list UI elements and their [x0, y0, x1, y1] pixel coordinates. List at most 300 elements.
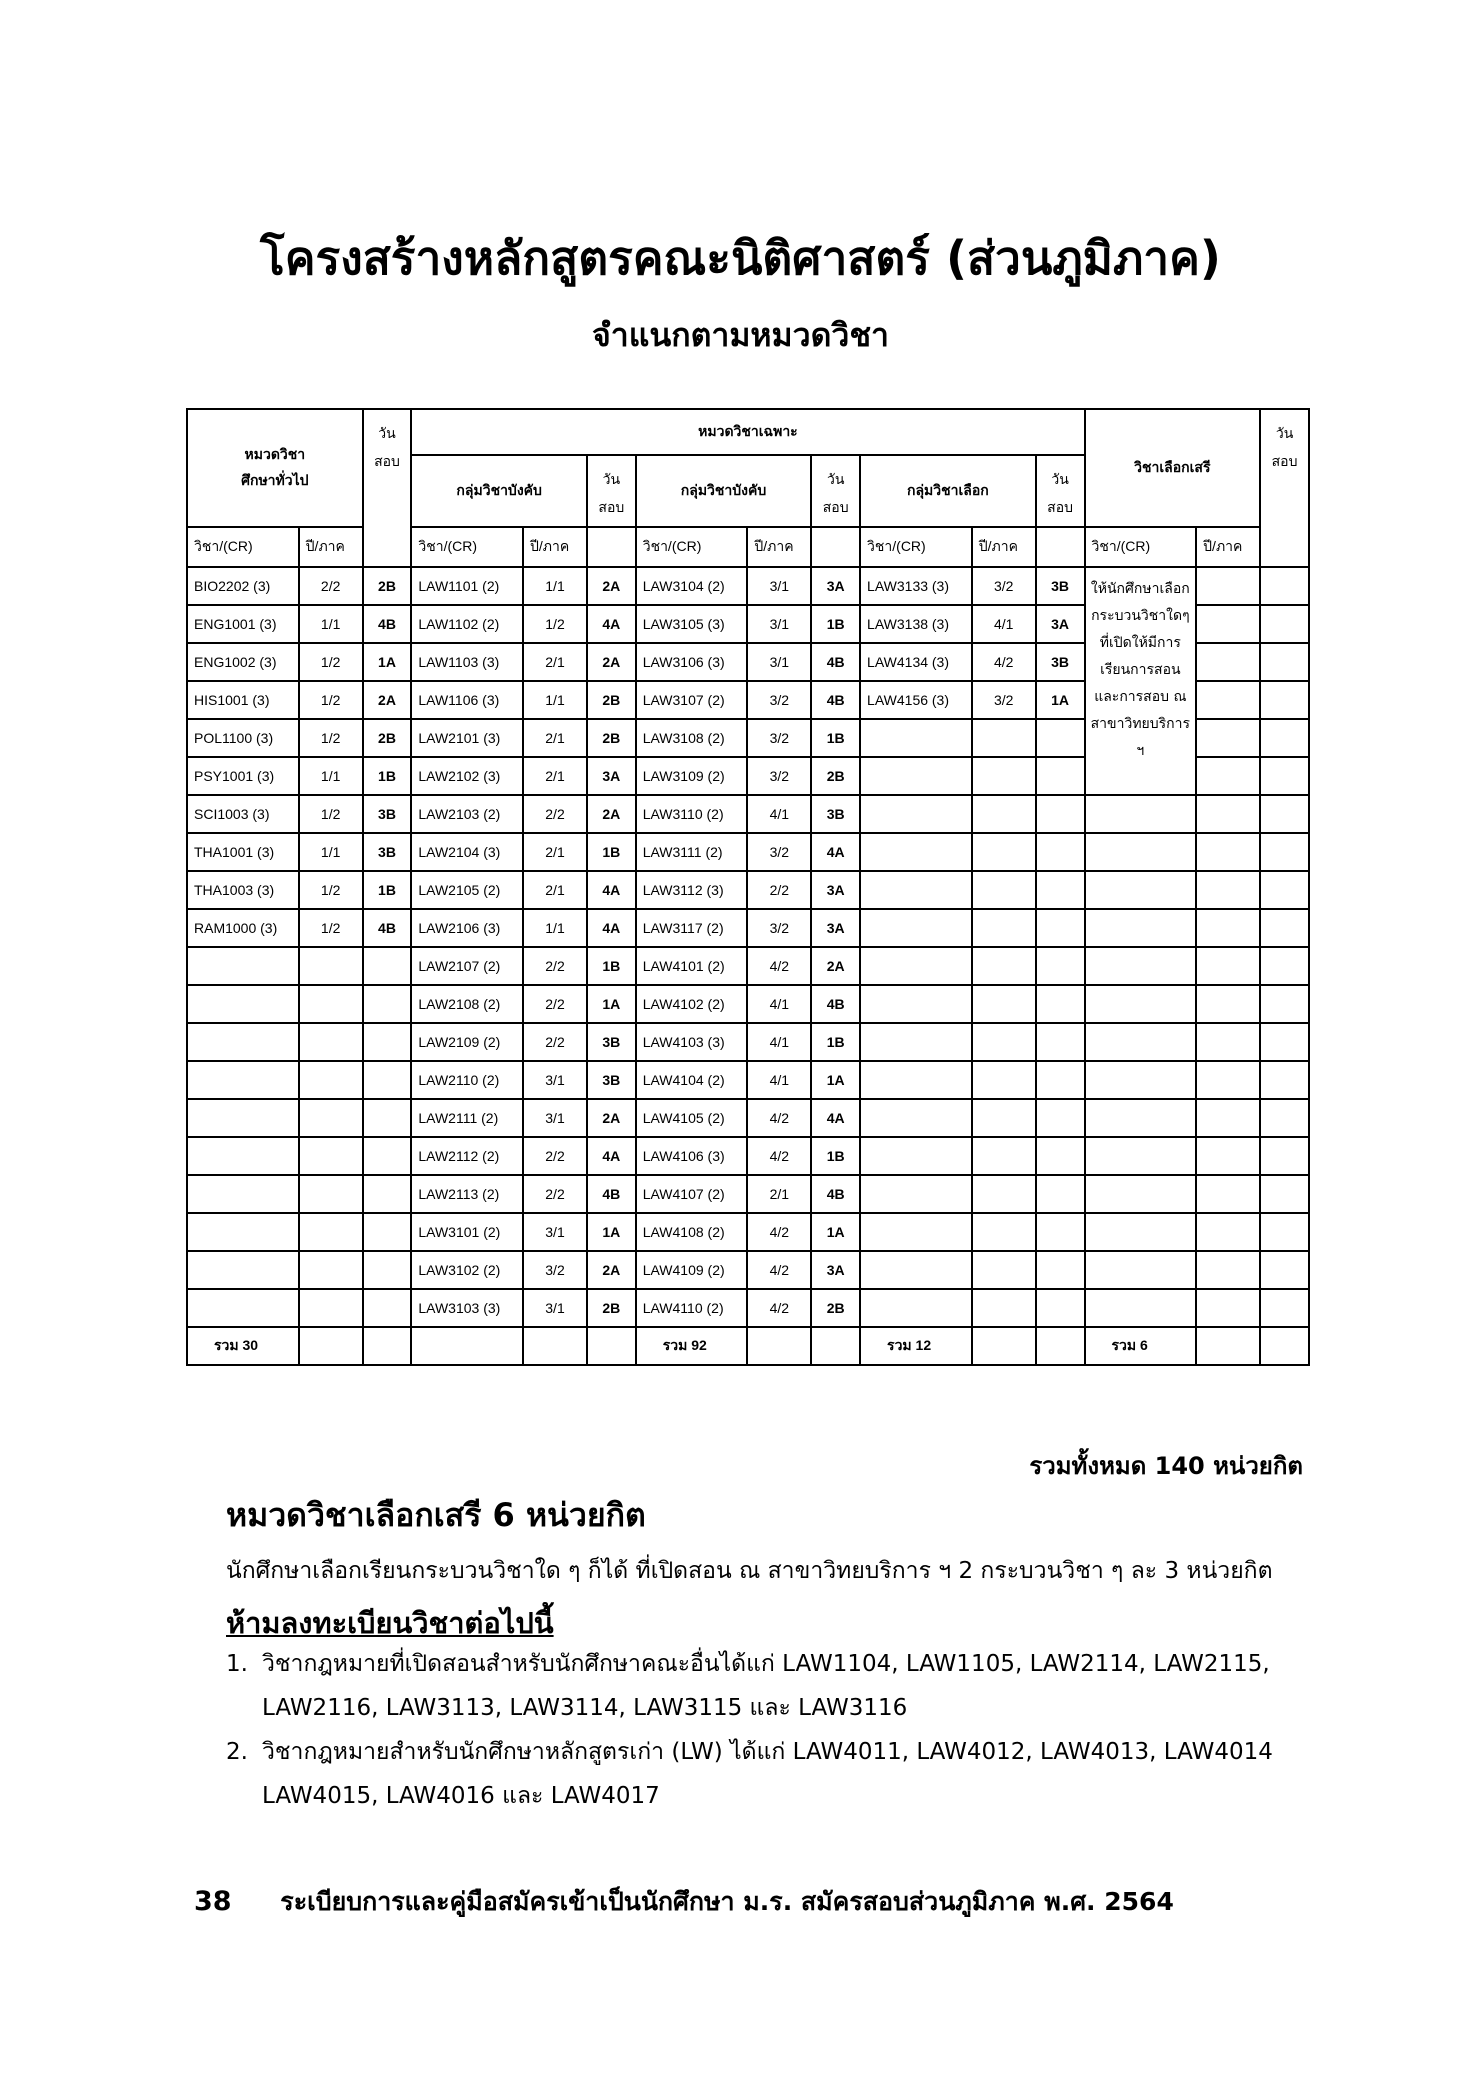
cell-year-term: 2/2 [523, 985, 587, 1023]
cell-exam-day: 2B [811, 757, 860, 795]
cell-free-exam-day [1260, 1137, 1309, 1175]
cell-course: LAW2113 (2) [411, 1175, 523, 1213]
cell-course [860, 833, 972, 871]
cell-course: LAW2105 (2) [411, 871, 523, 909]
table-row [187, 833, 1309, 871]
cell-free-elective [1085, 1213, 1197, 1251]
cell-course: LAW3104 (2) [636, 567, 748, 605]
forbidden-item [226, 1730, 1276, 1818]
cell-free-year-term [1196, 1099, 1260, 1137]
cell-year-term [299, 1023, 363, 1061]
cell-year-term [299, 1175, 363, 1213]
cell-course: LAW2107 (2) [411, 947, 523, 985]
col-year-term: ปี/ภาค [1196, 527, 1260, 567]
cell-year-term: 4/1 [747, 795, 811, 833]
table-row [187, 947, 1309, 985]
page-subtitle: จำแนกตามหมวดวิชา [591, 316, 890, 354]
cell-exam-day: 4A [811, 1099, 860, 1137]
header-required-group-2: กลุ่มวิชาบังคับ [636, 455, 812, 527]
cell-year-term [299, 1099, 363, 1137]
cell-year-term [972, 833, 1036, 871]
col-course-cr: วิชา/(CR) [187, 527, 299, 567]
sum-blank [363, 1327, 412, 1365]
cell-year-term: 4/2 [747, 1213, 811, 1251]
cell-course [860, 871, 972, 909]
table-row [187, 1061, 1309, 1099]
cell-exam-day: 1A [363, 643, 412, 681]
cell-course: LAW2109 (2) [411, 1023, 523, 1061]
sum-required-2: รวม 92 [636, 1327, 748, 1365]
sum-blank [1036, 1327, 1085, 1365]
cell-free-exam-day [1260, 1251, 1309, 1289]
cell-course: LAW3111 (2) [636, 833, 748, 871]
cell-exam-day: 3A [811, 871, 860, 909]
forbidden-item-number: 2. [226, 1739, 248, 1765]
cell-exam-day: 4A [811, 833, 860, 871]
cell-course [187, 1099, 299, 1137]
page-number: 38 [194, 1886, 232, 1917]
cell-exam-day [1036, 1061, 1085, 1099]
col-year-term: ปี/ภาค [972, 527, 1036, 567]
cell-course: LAW2102 (3) [411, 757, 523, 795]
cell-course [187, 1289, 299, 1327]
cell-free-exam-day [1260, 605, 1309, 643]
elective-section-description: นักศึกษาเลือกเรียนกระบวนวิชาใด ๆ ก็ได้ ที่เปิดสอน ณ สาขาวิทยบริการ ฯ 2 กระบวนวิชา ๆ ละ 3 หน่วยกิต [226, 1558, 1273, 1584]
cell-free-exam-day [1260, 1023, 1309, 1061]
cell-exam-day [1036, 985, 1085, 1023]
cell-exam-day: 3A [811, 1251, 860, 1289]
cell-year-term: 3/2 [523, 1251, 587, 1289]
table-row [187, 985, 1309, 1023]
cell-year-term: 4/2 [747, 1099, 811, 1137]
page-title: โครงสร้างหลักสูตรคณะนิติศาสตร์ (ส่วนภูมิภาค) [260, 231, 1221, 285]
cell-free-year-term [1196, 1289, 1260, 1327]
cell-exam-day: 4B [811, 681, 860, 719]
cell-free-year-term [1196, 985, 1260, 1023]
cell-course [860, 795, 972, 833]
cell-year-term [972, 1213, 1036, 1251]
page-footer [194, 1882, 1174, 1922]
table-row [187, 795, 1309, 833]
header-exam-day: วัน สอบ [363, 409, 412, 567]
cell-year-term: 1/1 [299, 833, 363, 871]
cell-exam-day: 3A [811, 909, 860, 947]
cell-free-exam-day [1260, 567, 1309, 605]
cell-course: LAW2110 (2) [411, 1061, 523, 1099]
cell-exam-day [1036, 1213, 1085, 1251]
cell-year-term [972, 1175, 1036, 1213]
cell-exam-day: 4A [587, 605, 636, 643]
cell-course: LAW3103 (3) [411, 1289, 523, 1327]
cell-year-term: 1/2 [299, 871, 363, 909]
cell-year-term: 2/1 [523, 643, 587, 681]
cell-course [860, 1137, 972, 1175]
col-exam-blank [1036, 527, 1085, 567]
cell-course: BIO2202 (3) [187, 567, 299, 605]
cell-course: LAW4108 (2) [636, 1213, 748, 1251]
cell-year-term: 3/1 [523, 1061, 587, 1099]
cell-year-term: 1/1 [523, 567, 587, 605]
cell-exam-day [1036, 1289, 1085, 1327]
cell-exam-day [1036, 947, 1085, 985]
cell-free-exam-day [1260, 795, 1309, 833]
cell-year-term: 4/2 [747, 947, 811, 985]
cell-course: LAW2103 (2) [411, 795, 523, 833]
cell-free-year-term [1196, 1137, 1260, 1175]
cell-exam-day: 1A [811, 1213, 860, 1251]
cell-exam-day: 2B [587, 1289, 636, 1327]
forbidden-item-text: วิชากฎหมายที่เปิดสอนสำหรับนักศึกษาคณะอื่นได้แก่ LAW1104, LAW1105, LAW2114, LAW2115, LAW2116, LAW3113, LAW3114, LAW3115 และ LAW3116 [262, 1651, 1270, 1721]
cell-exam-day: 2A [811, 947, 860, 985]
cell-free-exam-day [1260, 719, 1309, 757]
cell-free-elective [1085, 795, 1197, 833]
cell-exam-day: 3B [587, 1061, 636, 1099]
cell-course [860, 985, 972, 1023]
cell-course: THA1003 (3) [187, 871, 299, 909]
cell-year-term: 1/2 [299, 681, 363, 719]
cell-free-year-term [1196, 1251, 1260, 1289]
cell-exam-day: 1B [811, 605, 860, 643]
cell-year-term [299, 1289, 363, 1327]
cell-course: LAW1102 (2) [411, 605, 523, 643]
cell-course: LAW3105 (3) [636, 605, 748, 643]
cell-course [187, 1251, 299, 1289]
cell-year-term: 2/2 [523, 1137, 587, 1175]
cell-year-term [299, 1061, 363, 1099]
cell-year-term [299, 1213, 363, 1251]
cell-year-term [972, 757, 1036, 795]
cell-free-exam-day [1260, 909, 1309, 947]
cell-free-year-term [1196, 1175, 1260, 1213]
free-elective-note: ให้นักศึกษาเลือกกระบวนวิชาใดๆ ที่เปิดให้มีการเรียนการสอนและการสอบ ณ สาขาวิทยบริการ ฯ [1085, 567, 1197, 795]
cell-exam-day: 2A [587, 795, 636, 833]
sum-free-elective: รวม 6 [1085, 1327, 1197, 1365]
cell-exam-day: 1A [1036, 681, 1085, 719]
cell-year-term: 3/2 [972, 567, 1036, 605]
cell-free-exam-day [1260, 1061, 1309, 1099]
table-row [187, 1175, 1309, 1213]
cell-exam-day: 3B [587, 1023, 636, 1061]
cell-exam-day: 1B [587, 947, 636, 985]
forbidden-item-number: 1. [226, 1651, 248, 1677]
cell-course [187, 1061, 299, 1099]
cell-course [860, 909, 972, 947]
cell-course: LAW4107 (2) [636, 1175, 748, 1213]
col-exam-blank [811, 527, 860, 567]
cell-course: LAW1103 (3) [411, 643, 523, 681]
cell-year-term: 4/1 [747, 1061, 811, 1099]
cell-year-term [299, 985, 363, 1023]
cell-year-term [972, 1023, 1036, 1061]
table-row [187, 1099, 1309, 1137]
cell-exam-day: 3A [587, 757, 636, 795]
cell-exam-day: 3B [363, 795, 412, 833]
cell-year-term: 2/1 [523, 719, 587, 757]
cell-exam-day: 3B [1036, 643, 1085, 681]
cell-free-year-term [1196, 719, 1260, 757]
cell-year-term: 4/2 [972, 643, 1036, 681]
header-exam-day: วัน สอบ [1260, 409, 1309, 567]
cell-exam-day: 4A [587, 1137, 636, 1175]
cell-free-exam-day [1260, 947, 1309, 985]
cell-course: LAW3102 (2) [411, 1251, 523, 1289]
cell-year-term [972, 719, 1036, 757]
cell-year-term: 2/2 [299, 567, 363, 605]
cell-exam-day: 4A [587, 909, 636, 947]
cell-course [187, 1137, 299, 1175]
cell-free-year-term [1196, 909, 1260, 947]
cell-course [860, 1289, 972, 1327]
cell-exam-day: 1B [811, 1137, 860, 1175]
cell-year-term [972, 871, 1036, 909]
cell-year-term: 2/2 [523, 947, 587, 985]
cell-exam-day [363, 1099, 412, 1137]
col-course-cr: วิชา/(CR) [636, 527, 748, 567]
cell-year-term: 1/1 [523, 909, 587, 947]
cell-exam-day: 4A [587, 871, 636, 909]
cell-free-exam-day [1260, 1289, 1309, 1327]
cell-exam-day [1036, 909, 1085, 947]
table-row [187, 909, 1309, 947]
cell-year-term: 3/2 [747, 719, 811, 757]
cell-exam-day: 2B [363, 719, 412, 757]
cell-year-term [972, 947, 1036, 985]
table-row [187, 1023, 1309, 1061]
cell-year-term: 3/1 [747, 643, 811, 681]
cell-year-term: 3/2 [972, 681, 1036, 719]
cell-course: LAW1106 (3) [411, 681, 523, 719]
cell-course: PSY1001 (3) [187, 757, 299, 795]
cell-course [860, 947, 972, 985]
cell-free-elective [1085, 1061, 1197, 1099]
cell-year-term [972, 795, 1036, 833]
cell-free-elective [1085, 909, 1197, 947]
cell-free-year-term [1196, 795, 1260, 833]
cell-exam-day: 2A [587, 1251, 636, 1289]
forbidden-list [226, 1642, 1276, 1818]
header-exam-day: วัน สอบ [587, 455, 636, 527]
cell-year-term: 2/2 [747, 871, 811, 909]
cell-exam-day [1036, 1137, 1085, 1175]
cell-free-year-term [1196, 833, 1260, 871]
cell-free-exam-day [1260, 871, 1309, 909]
cell-course [860, 1061, 972, 1099]
cell-free-exam-day [1260, 833, 1309, 871]
cell-course: LAW4102 (2) [636, 985, 748, 1023]
cell-year-term: 4/1 [747, 1023, 811, 1061]
cell-year-term: 2/1 [523, 757, 587, 795]
cell-exam-day: 2A [587, 643, 636, 681]
cell-exam-day [1036, 1175, 1085, 1213]
cell-free-year-term [1196, 567, 1260, 605]
cell-course [187, 1175, 299, 1213]
cell-course: LAW4156 (3) [860, 681, 972, 719]
cell-year-term [972, 909, 1036, 947]
cell-free-year-term [1196, 605, 1260, 643]
cell-exam-day: 2B [587, 719, 636, 757]
cell-year-term: 1/2 [299, 909, 363, 947]
cell-course [860, 1251, 972, 1289]
cell-year-term [299, 1251, 363, 1289]
col-year-term: ปี/ภาค [299, 527, 363, 567]
cell-year-term: 1/2 [299, 719, 363, 757]
cell-year-term [972, 1099, 1036, 1137]
total-credits: รวมทั้งหมด 140 หน่วยกิต [1029, 1452, 1303, 1480]
cell-year-term: 3/2 [747, 909, 811, 947]
cell-year-term [972, 1137, 1036, 1175]
cell-exam-day: 4B [587, 1175, 636, 1213]
cell-year-term: 3/1 [523, 1099, 587, 1137]
cell-exam-day [1036, 1251, 1085, 1289]
cell-year-term: 1/2 [299, 795, 363, 833]
cell-exam-day: 2B [587, 681, 636, 719]
cell-year-term: 1/2 [523, 605, 587, 643]
sum-general: รวม 30 [187, 1327, 299, 1365]
cell-course: SCI1003 (3) [187, 795, 299, 833]
sum-blank [523, 1327, 587, 1365]
cell-course: LAW4103 (3) [636, 1023, 748, 1061]
cell-year-term: 3/1 [747, 605, 811, 643]
sum-blank [811, 1327, 860, 1365]
col-course-cr: วิชา/(CR) [1085, 527, 1197, 567]
cell-free-elective [1085, 1175, 1197, 1213]
cell-course [187, 947, 299, 985]
elective-section-heading: หมวดวิชาเลือกเสรี 6 หน่วยกิต [226, 1496, 646, 1534]
cell-exam-day: 1B [587, 833, 636, 871]
cell-exam-day [363, 947, 412, 985]
cell-course [860, 1099, 972, 1137]
cell-exam-day: 2A [363, 681, 412, 719]
cell-free-elective [1085, 1251, 1197, 1289]
cell-year-term: 4/1 [972, 605, 1036, 643]
cell-course: LAW3112 (3) [636, 871, 748, 909]
cell-year-term: 3/1 [523, 1289, 587, 1327]
cell-exam-day [1036, 757, 1085, 795]
cell-free-elective [1085, 985, 1197, 1023]
cell-exam-day [363, 1137, 412, 1175]
cell-exam-day: 1A [587, 1213, 636, 1251]
header-exam-day: วัน สอบ [1036, 455, 1085, 527]
cell-course: THA1001 (3) [187, 833, 299, 871]
cell-course: RAM1000 (3) [187, 909, 299, 947]
cell-free-exam-day [1260, 1175, 1309, 1213]
cell-course: LAW2106 (3) [411, 909, 523, 947]
cell-course: LAW3108 (2) [636, 719, 748, 757]
col-course-cr: วิชา/(CR) [411, 527, 523, 567]
cell-exam-day [363, 985, 412, 1023]
cell-exam-day [363, 1213, 412, 1251]
header-elective-group: กลุ่มวิชาเลือก [860, 455, 1036, 527]
cell-year-term [299, 947, 363, 985]
cell-year-term: 1/2 [299, 643, 363, 681]
cell-year-term: 3/1 [747, 567, 811, 605]
cell-free-elective [1085, 947, 1197, 985]
cell-course: LAW3117 (2) [636, 909, 748, 947]
cell-free-year-term [1196, 1213, 1260, 1251]
cell-course: LAW3138 (3) [860, 605, 972, 643]
sum-blank [1196, 1327, 1260, 1365]
cell-free-elective [1085, 1137, 1197, 1175]
cell-course [860, 757, 972, 795]
cell-course [187, 985, 299, 1023]
cell-exam-day: 1B [363, 871, 412, 909]
cell-year-term: 3/2 [747, 757, 811, 795]
cell-free-year-term [1196, 757, 1260, 795]
cell-free-year-term [1196, 681, 1260, 719]
cell-free-year-term [1196, 947, 1260, 985]
cell-exam-day [1036, 795, 1085, 833]
cell-course: LAW4105 (2) [636, 1099, 748, 1137]
cell-year-term [972, 1289, 1036, 1327]
header-required-group-1: กลุ่มวิชาบังคับ [411, 455, 587, 527]
cell-course [187, 1023, 299, 1061]
cell-free-year-term [1196, 871, 1260, 909]
cell-year-term: 2/1 [523, 833, 587, 871]
sum-elective-group: รวม 12 [860, 1327, 972, 1365]
sum-blank [1260, 1327, 1309, 1365]
sum-blank [972, 1327, 1036, 1365]
footer-text: ระเบียบการและคู่มือสมัครเข้าเป็นนักศึกษา ม.ร. สมัครสอบส่วนภูมิภาค พ.ศ. 2564 [280, 1887, 1174, 1916]
cell-exam-day [1036, 1099, 1085, 1137]
cell-course: LAW4104 (2) [636, 1061, 748, 1099]
cell-free-elective [1085, 1023, 1197, 1061]
cell-course [860, 1213, 972, 1251]
cell-exam-day [363, 1175, 412, 1213]
cell-year-term: 4/2 [747, 1137, 811, 1175]
cell-year-term: 2/2 [523, 1175, 587, 1213]
table-row [187, 1137, 1309, 1175]
sum-blank [747, 1327, 811, 1365]
cell-year-term: 4/1 [747, 985, 811, 1023]
cell-course [860, 1175, 972, 1213]
cell-exam-day: 3B [363, 833, 412, 871]
cell-free-year-term [1196, 1023, 1260, 1061]
cell-exam-day: 1A [811, 1061, 860, 1099]
cell-exam-day [363, 1289, 412, 1327]
cell-course: LAW4101 (2) [636, 947, 748, 985]
cell-year-term: 1/1 [299, 605, 363, 643]
cell-exam-day: 3A [1036, 605, 1085, 643]
cell-free-exam-day [1260, 643, 1309, 681]
cell-course: LAW1101 (2) [411, 567, 523, 605]
cell-course: LAW4106 (3) [636, 1137, 748, 1175]
cell-course: LAW2108 (2) [411, 985, 523, 1023]
cell-free-year-term [1196, 1061, 1260, 1099]
forbidden-item-text: วิชากฎหมายสำหรับนักศึกษาหลักสูตรเก่า (LW) ได้แก่ LAW4011, LAW4012, LAW4013, LAW4014 LAW4015, LAW4016 และ LAW4017 [262, 1739, 1273, 1809]
cell-year-term [972, 1061, 1036, 1099]
cell-free-exam-day [1260, 1213, 1309, 1251]
cell-year-term: 1/1 [299, 757, 363, 795]
cell-exam-day: 4B [363, 909, 412, 947]
table-row [187, 567, 1309, 605]
cell-free-exam-day [1260, 757, 1309, 795]
cell-year-term: 2/1 [523, 871, 587, 909]
cell-course: LAW2111 (2) [411, 1099, 523, 1137]
cell-free-elective [1085, 833, 1197, 871]
cell-year-term [299, 1137, 363, 1175]
cell-free-exam-day [1260, 1099, 1309, 1137]
cell-year-term: 1/1 [523, 681, 587, 719]
col-year-term: ปี/ภาค [523, 527, 587, 567]
cell-course: LAW4109 (2) [636, 1251, 748, 1289]
cell-year-term: 4/2 [747, 1251, 811, 1289]
header-free-elective: วิชาเลือกเสรี [1085, 409, 1261, 527]
cell-free-elective [1085, 1289, 1197, 1327]
cell-course: LAW2101 (3) [411, 719, 523, 757]
cell-course: LAW2112 (2) [411, 1137, 523, 1175]
cell-course: ENG1002 (3) [187, 643, 299, 681]
cell-free-elective [1085, 1099, 1197, 1137]
